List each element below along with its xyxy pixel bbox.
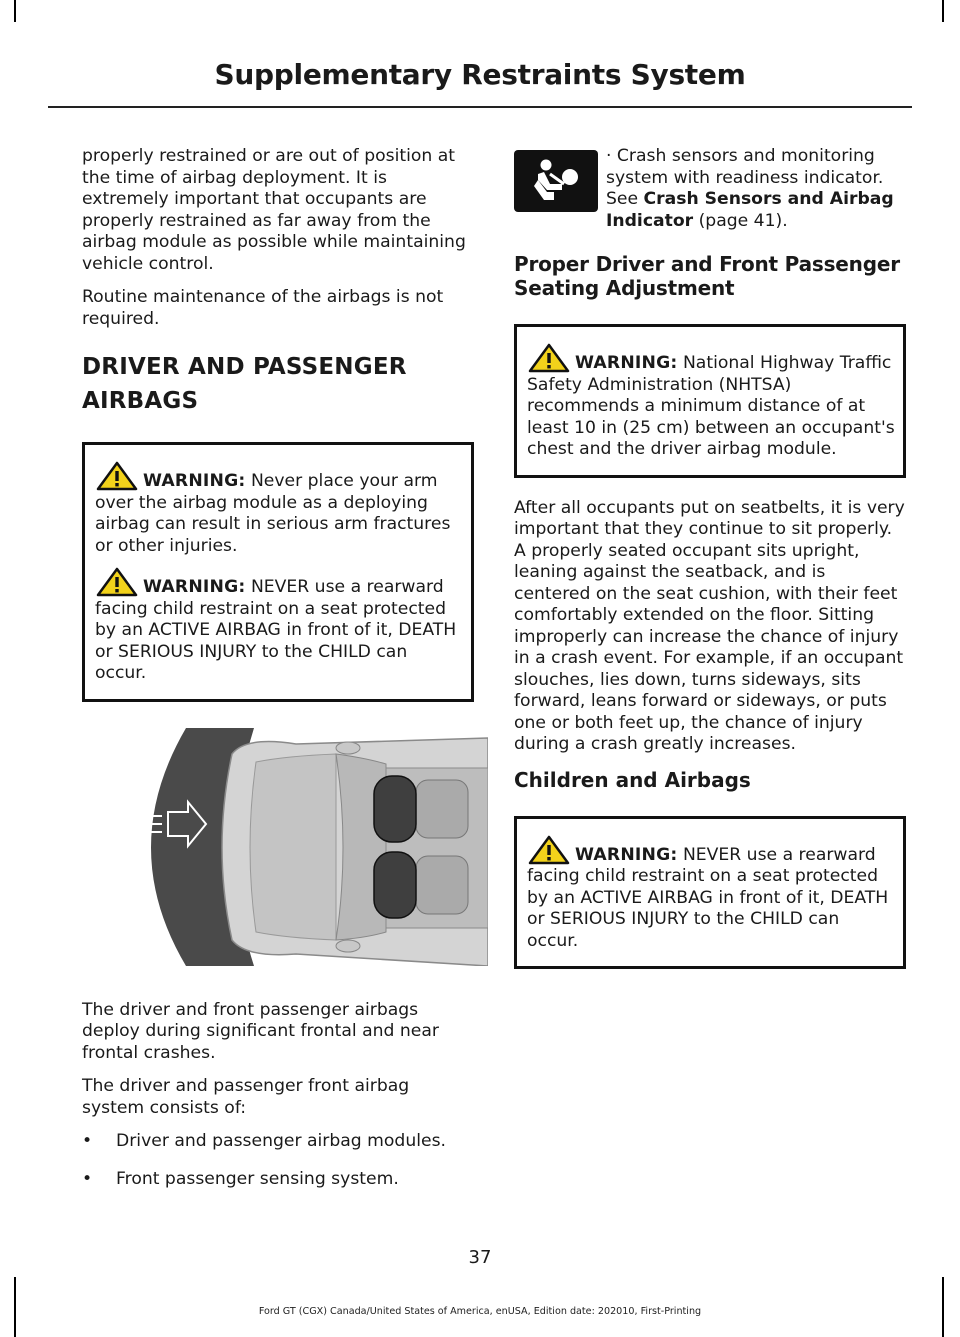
warning-triangle-icon [95,567,139,597]
paragraph: properly restrained or are out of position at the time of airbag deployment. It is extremely important that occupants are properly restrained as far away from the airbag module as possible while maintaining vehicle control. [82,146,466,274]
list-item: • Driver and passenger airbag modules. [82,1131,474,1153]
page-number: 37 [468,1247,492,1268]
indicator-text: · Crash sensors and monitoring system with readiness indicator. See [606,146,884,209]
warning-text: National Highway Traffic Safety Administration (NHTSA) recommends a minimum distance of at least 10 in (25 cm) between an occupant's chest and the driver airbag module. [527,353,895,459]
crop-mark [14,0,16,22]
paragraph: The driver and passenger front airbag system consists of: [82,1076,410,1118]
warning-box [514,816,906,970]
warning-label: WARNING: [575,353,678,373]
paragraph: Routine maintenance of the airbags is not required. [82,287,444,329]
list-item: • Front passenger sensing system. [82,1169,474,1191]
airbag-indicator-icon [514,150,598,212]
subsection-heading: Proper Driver and Front Passenger Seating Adjustment [514,252,900,300]
indicator-description [606,146,906,232]
warning-item [527,343,895,461]
airbag-indicator-row [514,146,906,232]
warning-text: NEVER use a rearward facing child restraint on a seat protected by an ACTIVE AIRBAG in front of it, DEATH or SERIOUS INJURY to the CHILD can occur. [95,577,457,683]
warning-triangle-icon [95,461,139,491]
subsection-heading: Children and Airbags [514,767,751,792]
warning-item [95,461,463,557]
section-heading: DRIVER AND PASSENGER AIRBAGS [82,354,407,414]
warning-box [82,442,474,702]
right-column [514,146,906,989]
header-divider [48,106,912,108]
warning-box [514,324,906,478]
cross-reference-link[interactable]: Crash Sensors and Airbag Indicator [606,189,894,231]
warning-label: WARNING: [143,577,246,597]
warning-triangle-icon [527,835,571,865]
airbag-deployment-illustration [136,728,488,966]
warning-item [95,567,463,685]
paragraph: The driver and front passenger airbags deploy during significant frontal and near frontal crashes. [82,999,439,1063]
warning-text: Never place your arm over the airbag module as a deploying airbag can result in serious arm fractures or other injuries. [95,471,451,556]
footer-edition-info: Ford GT (CGX) Canada/United States of America, enUSA, Edition date: 202010, First-Printing [258,1306,702,1317]
warning-label: WARNING: [575,844,678,865]
crop-mark [942,0,944,22]
bullet-list [82,1131,474,1190]
warning-item [527,835,895,953]
left-column [82,146,474,1206]
page-reference: (page 41). [693,210,788,231]
warning-triangle-icon [527,343,571,373]
warning-text: NEVER use a rearward facing child restraint on a seat protected by an ACTIVE AIRBAG in front of it, DEATH or SERIOUS INJURY to the CHILD can occur. [527,844,889,951]
paragraph: After all occupants put on seatbelts, it is very important that they continue to sit properly. A properly seated occupant sits upright, leaning against the seatback, and is centered on the seat cushion, with their feet comfortably extended on the floor. Sitting improperly can increase the chance of injury in a crash event. For example, if an occupant slouches, lies down, turns sideways, sits forward, leans forward or sideways, or puts one or both feet up, the chance of injury during a crash greatly increases. [514,497,905,754]
page-title: Supplementary Restraints System [214,58,746,91]
warning-label: WARNING: [143,471,246,491]
